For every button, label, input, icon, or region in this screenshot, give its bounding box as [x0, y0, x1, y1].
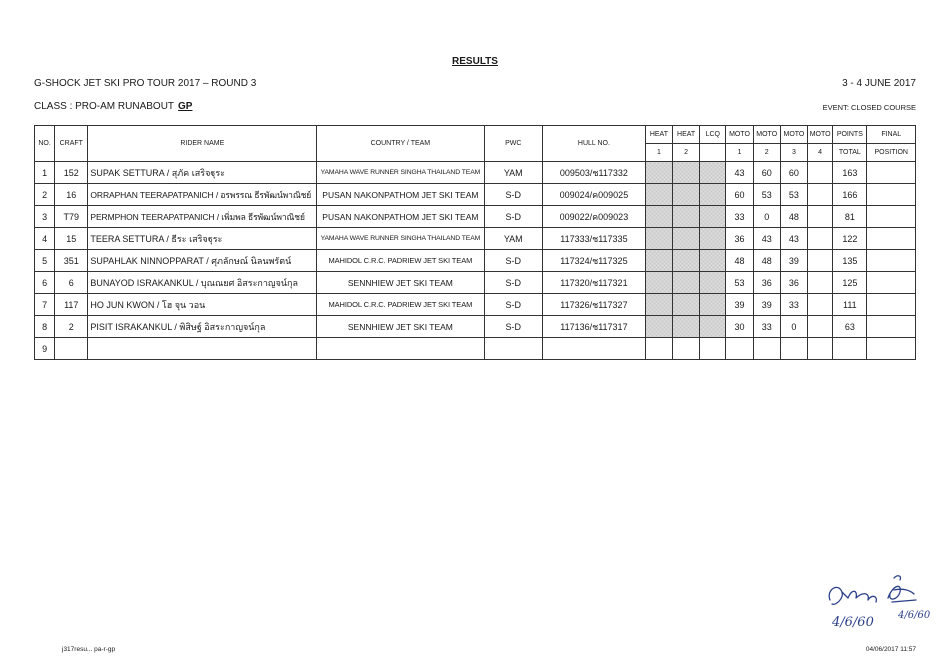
cell-heat-2 — [673, 294, 700, 316]
cell-pwc: S-D — [484, 294, 542, 316]
cell-moto-2: 36 — [753, 272, 780, 294]
cell-heat-2 — [673, 272, 700, 294]
cell-craft: 2 — [55, 316, 88, 338]
cell-no: 7 — [35, 294, 55, 316]
cell-moto-4 — [808, 316, 833, 338]
cell-no: 6 — [35, 272, 55, 294]
class-value: GP — [178, 101, 193, 112]
header-rider: RIDER NAME — [88, 126, 317, 162]
cell-rider: BUNAYOD ISRAKANKUL / บุณณยศ อิสระกาญจน์กุล — [88, 272, 317, 294]
cell-moto-4 — [808, 228, 833, 250]
cell-no: 4 — [35, 228, 55, 250]
cell-hull: 117324/ช117325 — [543, 250, 646, 272]
cell-heat-1 — [645, 294, 672, 316]
class-line — [34, 101, 192, 112]
header-pwc: PWC — [484, 126, 542, 162]
cell-heat-1 — [645, 228, 672, 250]
cell-moto-2: 33 — [753, 316, 780, 338]
cell-moto-4 — [808, 162, 833, 184]
cell-rider: ORRAPHAN TEERAPATPANICH / อรพรรณ ธีรพัฒน์พาณิชย์ — [88, 184, 317, 206]
cell-craft: 16 — [55, 184, 88, 206]
cell-points: 135 — [833, 250, 867, 272]
cell-moto-2 — [753, 338, 780, 360]
table-row — [35, 162, 916, 184]
table-row — [35, 206, 916, 228]
cell-final — [867, 162, 916, 184]
cell-team: PUSAN NAKONPATHOM JET SKI TEAM — [317, 206, 484, 228]
cell-lcq — [700, 294, 726, 316]
header-moto-4-num: 4 — [808, 144, 833, 162]
cell-moto-3: 53 — [780, 184, 807, 206]
cell-moto-4 — [808, 184, 833, 206]
cell-no: 8 — [35, 316, 55, 338]
header-lcq: LCQ — [700, 126, 726, 144]
table-row — [35, 316, 916, 338]
cell-lcq — [700, 316, 726, 338]
header-moto-2-num: 2 — [753, 144, 780, 162]
cell-pwc: S-D — [484, 316, 542, 338]
cell-craft: 351 — [55, 250, 88, 272]
cell-heat-2 — [673, 316, 700, 338]
cell-team: YAMAHA WAVE RUNNER SINGHA THAILAND TEAM — [317, 162, 484, 184]
cell-moto-3: 33 — [780, 294, 807, 316]
cell-heat-1 — [645, 162, 672, 184]
header-moto-1-num: 1 — [726, 144, 753, 162]
table-row — [35, 272, 916, 294]
cell-lcq — [700, 250, 726, 272]
cell-moto-3: 48 — [780, 206, 807, 228]
cell-moto-2: 48 — [753, 250, 780, 272]
cell-rider: SUPAK SETTURA / สุภัค เสริจฐุระ — [88, 162, 317, 184]
cell-lcq — [700, 206, 726, 228]
signature-date-left: 4/6/60 — [832, 615, 874, 630]
cell-final — [867, 250, 916, 272]
cell-team: MAHIDOL C.R.C. PADRIEW JET SKI TEAM — [317, 294, 484, 316]
table-row — [35, 228, 916, 250]
header-row — [35, 126, 916, 144]
event-type: EVENT: CLOSED COURSE — [822, 103, 916, 112]
header-final: FINAL — [867, 126, 916, 144]
cell-points: 111 — [833, 294, 867, 316]
cell-no: 2 — [35, 184, 55, 206]
cell-final — [867, 206, 916, 228]
cell-moto-3: 60 — [780, 162, 807, 184]
cell-points: 166 — [833, 184, 867, 206]
header-moto-1: MOTO — [726, 126, 753, 144]
table-row — [35, 294, 916, 316]
cell-lcq — [700, 228, 726, 250]
results-title: RESULTS — [452, 56, 498, 67]
results-table — [34, 125, 916, 360]
cell-heat-2 — [673, 250, 700, 272]
cell-moto-2: 0 — [753, 206, 780, 228]
cell-heat-1 — [645, 338, 672, 360]
cell-craft: 117 — [55, 294, 88, 316]
cell-heat-1 — [645, 250, 672, 272]
cell-moto-1: 36 — [726, 228, 753, 250]
header-heat-2: HEAT — [673, 126, 700, 144]
cell-points: 163 — [833, 162, 867, 184]
cell-craft: T79 — [55, 206, 88, 228]
cell-moto-2: 60 — [753, 162, 780, 184]
cell-moto-2: 39 — [753, 294, 780, 316]
cell-hull: 117320/ช117321 — [543, 272, 646, 294]
cell-moto-1: 60 — [726, 184, 753, 206]
header-no: NO. — [35, 126, 55, 162]
cell-pwc: S-D — [484, 206, 542, 228]
cell-heat-2 — [673, 162, 700, 184]
event-date: 3 - 4 JUNE 2017 — [842, 78, 916, 89]
footer-timestamp: 04/06/2017 11:57 — [865, 646, 916, 653]
cell-no: 9 — [35, 338, 55, 360]
cell-pwc: S-D — [484, 272, 542, 294]
header-moto-3: MOTO — [780, 126, 807, 144]
header-final-position: POSITION — [867, 144, 916, 162]
header-moto-2: MOTO — [753, 126, 780, 144]
cell-final — [867, 228, 916, 250]
cell-points: 122 — [833, 228, 867, 250]
cell-moto-1: 39 — [726, 294, 753, 316]
cell-team: SENNHIEW JET SKI TEAM — [317, 316, 484, 338]
cell-craft — [55, 338, 88, 360]
cell-heat-1 — [645, 316, 672, 338]
cell-craft: 6 — [55, 272, 88, 294]
cell-heat-2 — [673, 228, 700, 250]
cell-points: 63 — [833, 316, 867, 338]
header-heat-1-num: 1 — [645, 144, 672, 162]
cell-team: PUSAN NAKONPATHOM JET SKI TEAM — [317, 184, 484, 206]
cell-lcq — [700, 338, 726, 360]
cell-no: 5 — [35, 250, 55, 272]
cell-moto-4 — [808, 206, 833, 228]
header-hull: HULL NO. — [543, 126, 646, 162]
cell-rider — [88, 338, 317, 360]
cell-team: SENNHIEW JET SKI TEAM — [317, 272, 484, 294]
header-points: POINTS — [833, 126, 867, 144]
cell-moto-1 — [726, 338, 753, 360]
cell-heat-1 — [645, 206, 672, 228]
event-name: G-SHOCK JET SKI PRO TOUR 2017 – ROUND 3 — [34, 78, 257, 89]
cell-heat-1 — [645, 184, 672, 206]
cell-points — [833, 338, 867, 360]
cell-hull: 117136/ช117317 — [543, 316, 646, 338]
cell-pwc: S-D — [484, 250, 542, 272]
cell-moto-2: 43 — [753, 228, 780, 250]
cell-craft: 15 — [55, 228, 88, 250]
cell-final — [867, 316, 916, 338]
header-heat-1: HEAT — [645, 126, 672, 144]
cell-rider: PISIT ISRAKANKUL / พิสิษฐ์ อิสระกาญจน์กุล — [88, 316, 317, 338]
cell-moto-1: 43 — [726, 162, 753, 184]
cell-heat-1 — [645, 272, 672, 294]
cell-hull: 117333/ช117335 — [543, 228, 646, 250]
class-label: CLASS : PRO-AM RUNABOUT — [34, 101, 175, 112]
cell-moto-1: 33 — [726, 206, 753, 228]
header-moto-4: MOTO — [808, 126, 833, 144]
cell-hull: 117326/ช117327 — [543, 294, 646, 316]
signature-date-right: 4/6/60 — [898, 610, 931, 621]
cell-heat-2 — [673, 184, 700, 206]
header-team: COUNTRY / TEAM — [317, 126, 484, 162]
cell-hull: 009024/ค009025 — [543, 184, 646, 206]
cell-no: 3 — [35, 206, 55, 228]
cell-moto-3 — [780, 338, 807, 360]
cell-rider: TEERA SETTURA / ธีระ เสริจฐุระ — [88, 228, 317, 250]
cell-hull — [543, 338, 646, 360]
cell-moto-4 — [808, 272, 833, 294]
cell-final — [867, 184, 916, 206]
cell-moto-4 — [808, 250, 833, 272]
cell-lcq — [700, 162, 726, 184]
cell-team: MAHIDOL C.R.C. PADRIEW JET SKI TEAM — [317, 250, 484, 272]
cell-lcq — [700, 184, 726, 206]
cell-points: 81 — [833, 206, 867, 228]
cell-moto-1: 53 — [726, 272, 753, 294]
cell-rider: SUPAHLAK NINNOPPARAT / ศุภลักษณ์ นิลนพรัตน์ — [88, 250, 317, 272]
cell-pwc — [484, 338, 542, 360]
cell-pwc: YAM — [484, 162, 542, 184]
cell-final — [867, 272, 916, 294]
cell-pwc: YAM — [484, 228, 542, 250]
cell-rider: PERMPHON TEERAPATPANICH / เพิ่มพล ธีรพัฒน์พาณิชย์ — [88, 206, 317, 228]
cell-rider: HO JUN KWON / โฮ จุน วอน — [88, 294, 317, 316]
cell-team — [317, 338, 484, 360]
cell-hull: 009503/ช117332 — [543, 162, 646, 184]
cell-lcq — [700, 272, 726, 294]
cell-no: 1 — [35, 162, 55, 184]
handwritten-signature — [818, 568, 938, 638]
cell-heat-2 — [673, 338, 700, 360]
cell-hull: 009022/ค009023 — [543, 206, 646, 228]
cell-final — [867, 338, 916, 360]
cell-pwc: S-D — [484, 184, 542, 206]
cell-moto-1: 30 — [726, 316, 753, 338]
cell-moto-3: 36 — [780, 272, 807, 294]
table-row — [35, 338, 916, 360]
table-row — [35, 250, 916, 272]
table-row — [35, 184, 916, 206]
cell-moto-4 — [808, 294, 833, 316]
cell-craft: 152 — [55, 162, 88, 184]
header-heat-2-num: 2 — [673, 144, 700, 162]
cell-team: YAMAHA WAVE RUNNER SINGHA THAILAND TEAM — [317, 228, 484, 250]
header-moto-3-num: 3 — [780, 144, 807, 162]
header-craft: CRAFT — [55, 126, 88, 162]
cell-moto-2: 53 — [753, 184, 780, 206]
cell-moto-1: 48 — [726, 250, 753, 272]
cell-points: 125 — [833, 272, 867, 294]
footer-file-name: j317resu... pa-r-gp — [62, 646, 116, 653]
cell-moto-4 — [808, 338, 833, 360]
header-points-total: TOTAL — [833, 144, 867, 162]
cell-heat-2 — [673, 206, 700, 228]
cell-moto-3: 43 — [780, 228, 807, 250]
cell-moto-3: 0 — [780, 316, 807, 338]
cell-moto-3: 39 — [780, 250, 807, 272]
header-lcq-sub — [700, 144, 726, 162]
cell-final — [867, 294, 916, 316]
